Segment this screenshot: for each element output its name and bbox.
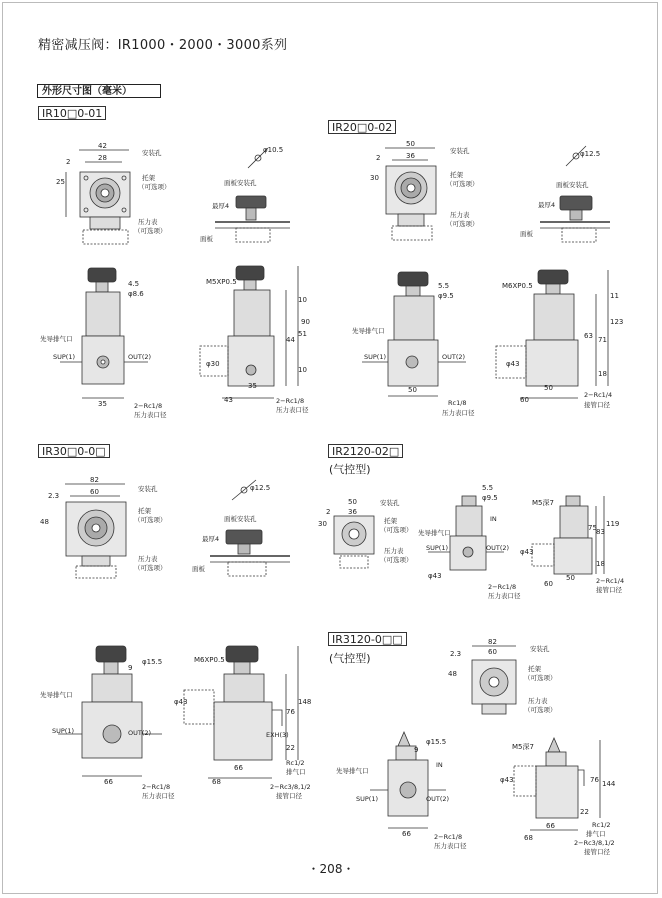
ir1000-out: OUT(2) (128, 353, 152, 361)
ir1000-dim-28: 28 (98, 154, 107, 162)
ir1000-panel-thickness: 最厚4 (212, 202, 230, 210)
ir1000-dim-35b: 35 (248, 382, 257, 390)
ir2120-gauge: 压力表 (384, 547, 404, 555)
ir3120-front-view (370, 732, 446, 828)
ir2120-rc14: 2−Rc1/4 (596, 577, 625, 585)
ir3120-mount-hole: 安装孔 (530, 645, 550, 653)
ir3120-dim-60: 60 (488, 648, 497, 656)
ir3000-panel-thickness: 最厚4 (202, 535, 220, 543)
ir3000-dim-66: 66 (104, 778, 113, 786)
ir2000-out: OUT(2) (442, 353, 466, 361)
ir1000-dim-90: 90 (301, 318, 310, 326)
ir2120-rc18: 2−Rc1/8 (488, 583, 517, 591)
ir3120-bracket-optional: （可选项） (524, 674, 557, 682)
ir3000-out: OUT(2) (128, 729, 152, 737)
ir3000-panel: 面板 (192, 565, 205, 573)
ir1000-bracket-optional: （可选项） (138, 183, 171, 191)
ir1000-dim-phi105: φ10.5 (263, 146, 284, 154)
ir2000-gauge-optional: （可选项） (446, 220, 479, 228)
ir1000-dim-phi30: φ30 (206, 360, 220, 368)
ir2120-gauge-port: 压力表口径 (488, 592, 521, 600)
ir2000-top-view (385, 148, 436, 240)
ir3120-dim-22: 22 (580, 808, 589, 816)
ir3120-dim-23: 2.3 (450, 650, 462, 658)
ir3000-gauge-port: 压力表口径 (142, 792, 175, 800)
ir1000-side-gauge-port: 压力表口径 (276, 406, 309, 414)
ir2000-bracket-optional: （可选项） (446, 180, 479, 188)
ir1000-dim-25: 25 (56, 178, 65, 186)
ir2000-dim-63: 63 (584, 332, 593, 340)
ir2120-dim-83: 83 (596, 528, 605, 536)
model-ir3000: IR30□0-0□ (38, 444, 110, 458)
ir2000-gauge: 压力表 (450, 211, 470, 219)
ir2120-dim-18: 18 (596, 560, 605, 568)
ir2120-dim-50b: 50 (566, 574, 575, 582)
ir2000-panel-mount-hole: 面板安装孔 (556, 181, 589, 189)
ir2120-mount-hole: 安装孔 (380, 499, 400, 507)
ir1000-dim-42: 42 (98, 142, 107, 150)
ir2120-dim-55: 5.5 (482, 484, 494, 492)
ir2000-dim-2: 2 (376, 154, 381, 162)
ir2120-dim-m5: M5深7 (532, 499, 554, 507)
ir2000-dim-phi95: φ9.5 (438, 292, 454, 300)
ir2000-dim-36: 36 (406, 152, 415, 160)
ir3000-gauge-optional: （可选项） (134, 564, 167, 572)
ir3120-bracket: 托架 (528, 665, 541, 673)
model-ir2000: IR20□0-02 (328, 120, 396, 134)
ir2120-dim-60: 60 (544, 580, 553, 588)
ir2000-dim-50: 50 (406, 140, 415, 148)
ir3120-top-view (472, 646, 516, 714)
ir2000-dim-phi125: φ12.5 (580, 150, 601, 158)
ir1000-pilot-exhaust: 先导排气口 (40, 335, 73, 343)
ir3120-pilot-exhaust: 先导排气口 (336, 767, 369, 775)
ir2120-dim-75: 75 (588, 524, 597, 532)
ir2000-side-piping-port: 接管口径 (584, 401, 610, 409)
ir1000-panel-mount-hole: 面板安装孔 (224, 179, 257, 187)
ir3000-panel-mount-hole: 面板安装孔 (224, 515, 257, 523)
ir1000-dim-10a: 10 (298, 296, 307, 304)
ir3120-dim-144: 144 (602, 780, 616, 788)
ir2000-panel-thickness: 最厚4 (538, 201, 556, 209)
ir3120-dim-66: 66 (402, 830, 411, 838)
ir2120-dim-phi43: φ43 (428, 572, 442, 580)
pilot-type-ir3120: (气控型) (329, 652, 371, 665)
ir1000-bracket: 托架 (142, 174, 155, 182)
ir1000-dim-44: 44 (286, 336, 295, 344)
ir3000-dim-48: 48 (40, 518, 49, 526)
ir3000-bracket: 托架 (138, 507, 151, 515)
ir3000-rc18: 2−Rc1/8 (142, 783, 171, 791)
ir3000-top-view (65, 484, 126, 578)
ir3000-rc3812: 2−Rc3/8,1/2 (270, 783, 311, 791)
ir1000-dim-m5: M5XP0.5 (206, 278, 237, 286)
ir2120-side-phi43: φ43 (520, 548, 534, 556)
ir3120-rc18: 2−Rc1/8 (434, 833, 463, 841)
ir2000-dim-18: 18 (598, 370, 607, 378)
ir2120-pilot-exhaust: 先导排气口 (418, 529, 451, 537)
ir2120-bracket: 托架 (384, 517, 397, 525)
ir3120-dim-48: 48 (448, 670, 457, 678)
ir3000-dim-22: 22 (286, 744, 295, 752)
ir2000-dim-m6: M6XP0.5 (502, 282, 533, 290)
ir2120-dim-50: 50 (348, 498, 357, 506)
ir2000-panel: 面板 (520, 230, 533, 238)
ir3000-dim-23: 2.3 (48, 492, 60, 500)
ir3120-dim-m5: M5深7 (512, 743, 534, 751)
ir1000-dim-10b: 10 (298, 366, 307, 374)
ir3120-gauge-port: 压力表口径 (434, 842, 467, 850)
ir2000-dim-123: 123 (610, 318, 624, 326)
ir2000-pilot-exhaust: 先导排气口 (352, 327, 385, 335)
ir2000-dim-71: 71 (598, 336, 607, 344)
ir3000-exhaust-port: 排气口 (286, 768, 306, 776)
ir2000-dim-55: 5.5 (438, 282, 450, 290)
ir3120-dim-phi43: φ43 (500, 776, 514, 784)
ir3000-sup: SUP(1) (52, 727, 75, 735)
ir2120-top-view (334, 516, 374, 568)
ir2000-dim-50: 50 (544, 384, 553, 392)
ir2120-bracket-optional: （可选项） (380, 526, 413, 534)
ir2000-sup: SUP(1) (364, 353, 387, 361)
ir3000-dim-60: 60 (90, 488, 99, 496)
ir2000-side-rc14: 2−Rc1/4 (584, 391, 613, 399)
ir2120-dim-2: 2 (326, 508, 331, 516)
ir3120-sup: SUP(1) (356, 795, 379, 803)
ir1000-gauge-port: 压力表口径 (134, 411, 167, 419)
ir1000-dim-35: 35 (98, 400, 107, 408)
ir3120-gauge: 压力表 (528, 697, 548, 705)
section-heading: 外形尺寸图（毫米） (37, 84, 161, 98)
ir1000-side-rc18: 2−Rc1/8 (276, 397, 305, 405)
ir2000-panel-view (540, 146, 610, 242)
pilot-type-ir2120: (气控型) (329, 463, 371, 476)
ir3000-dim-148: 148 (298, 698, 312, 706)
ir2120-piping-port: 接管口径 (596, 586, 622, 594)
ir1000-panel-view (215, 148, 290, 242)
ir3120-dim-68: 68 (524, 834, 533, 842)
ir3000-bracket-optional: （可选项） (134, 516, 167, 524)
ir3120-dim-76: 76 (590, 776, 599, 784)
ir3120-rc3812: 2−Rc3/8,1/2 (574, 839, 615, 847)
ir3120-dim-66b: 66 (546, 822, 555, 830)
ir3000-dim-m6: M6XP0.5 (194, 656, 225, 664)
page-title: 精密减压阀：IR1000・2000・3000系列 (38, 38, 288, 53)
ir3120-rc12: Rc1/2 (592, 821, 611, 829)
ir1000-dim-43: 43 (224, 396, 233, 404)
ir2120-in: IN (490, 515, 497, 523)
ir3000-dim-68: 68 (212, 778, 221, 786)
ir2120-out: OUT(2) (486, 544, 510, 552)
ir3000-dim-82: 82 (90, 476, 99, 484)
ir2120-dim-30: 30 (318, 520, 327, 528)
ir3000-piping-port: 接管口径 (276, 792, 302, 800)
ir2120-gauge-optional: （可选项） (380, 556, 413, 564)
ir3000-mount-hole: 安装孔 (138, 485, 158, 493)
ir3000-dim-phi43: φ43 (174, 698, 188, 706)
ir2000-dim-phi43: φ43 (506, 360, 520, 368)
ir3120-dim-9: 9 (414, 746, 419, 754)
ir3120-out: OUT(2) (426, 795, 450, 803)
ir1000-dim-2: 2 (66, 158, 71, 166)
ir3000-gauge: 压力表 (138, 555, 158, 563)
ir3120-exhaust-port: 排气口 (586, 830, 606, 838)
ir3000-pilot-exhaust: 先导排气口 (40, 691, 73, 699)
ir3000-rc12: Rc1/2 (286, 759, 305, 767)
ir1000-dim-45: 4.5 (128, 280, 140, 288)
ir2000-dim-60: 60 (520, 396, 529, 404)
ir2120-sup: SUP(1) (426, 544, 449, 552)
ir3000-dim-66b: 66 (234, 764, 243, 772)
ir2000-mount-hole: 安装孔 (450, 147, 470, 155)
ir2000-dim-30: 30 (370, 174, 379, 182)
ir1000-top-view (66, 150, 130, 244)
page-number: ・208・ (307, 862, 355, 876)
ir2000-rc18: Rc1/8 (448, 399, 467, 407)
model-ir2120: IR2120-02□ (328, 444, 403, 458)
model-ir3120: IR3120-0□□ (328, 632, 407, 646)
ir3000-panel-view (210, 480, 290, 576)
ir3120-dim-phi155: φ15.5 (426, 738, 447, 746)
ir2000-bracket: 托架 (450, 171, 463, 179)
ir3120-piping-port: 接管口径 (584, 848, 610, 856)
ir3000-exh: EXH(3) (266, 731, 289, 739)
ir2000-dim-11: 11 (610, 292, 619, 300)
ir3000-dim-phi155: φ15.5 (142, 658, 163, 666)
ir1000-gauge: 压力表 (138, 218, 158, 226)
ir2000-dim-50b: 50 (408, 386, 417, 394)
ir3120-in: IN (436, 761, 443, 769)
ir2120-dim-phi95: φ9.5 (482, 494, 498, 502)
ir1000-gauge-optional: （可选项） (134, 227, 167, 235)
ir3000-dim-9: 9 (128, 664, 133, 672)
ir1000-rc18: 2−Rc1/8 (134, 402, 163, 410)
ir1000-sup: SUP(1) (53, 353, 76, 361)
ir3000-dim-76: 76 (286, 708, 295, 716)
ir1000-dim-phi86: φ8.6 (128, 290, 144, 298)
ir3000-side-view (184, 646, 298, 778)
ir2000-gauge-port: 压力表口径 (442, 409, 475, 417)
ir1000-mount-hole: 安装孔 (142, 149, 162, 157)
ir2120-dim-119: 119 (606, 520, 620, 528)
ir1000-panel: 面板 (200, 235, 213, 243)
ir3000-dim-phi125: φ12.5 (250, 484, 271, 492)
model-ir1000: IR10□0-01 (38, 106, 106, 120)
ir2120-dim-36: 36 (348, 508, 357, 516)
ir3120-dim-82: 82 (488, 638, 497, 646)
ir1000-dim-51: 51 (298, 330, 307, 338)
ir3120-gauge-optional: （可选项） (524, 706, 557, 714)
